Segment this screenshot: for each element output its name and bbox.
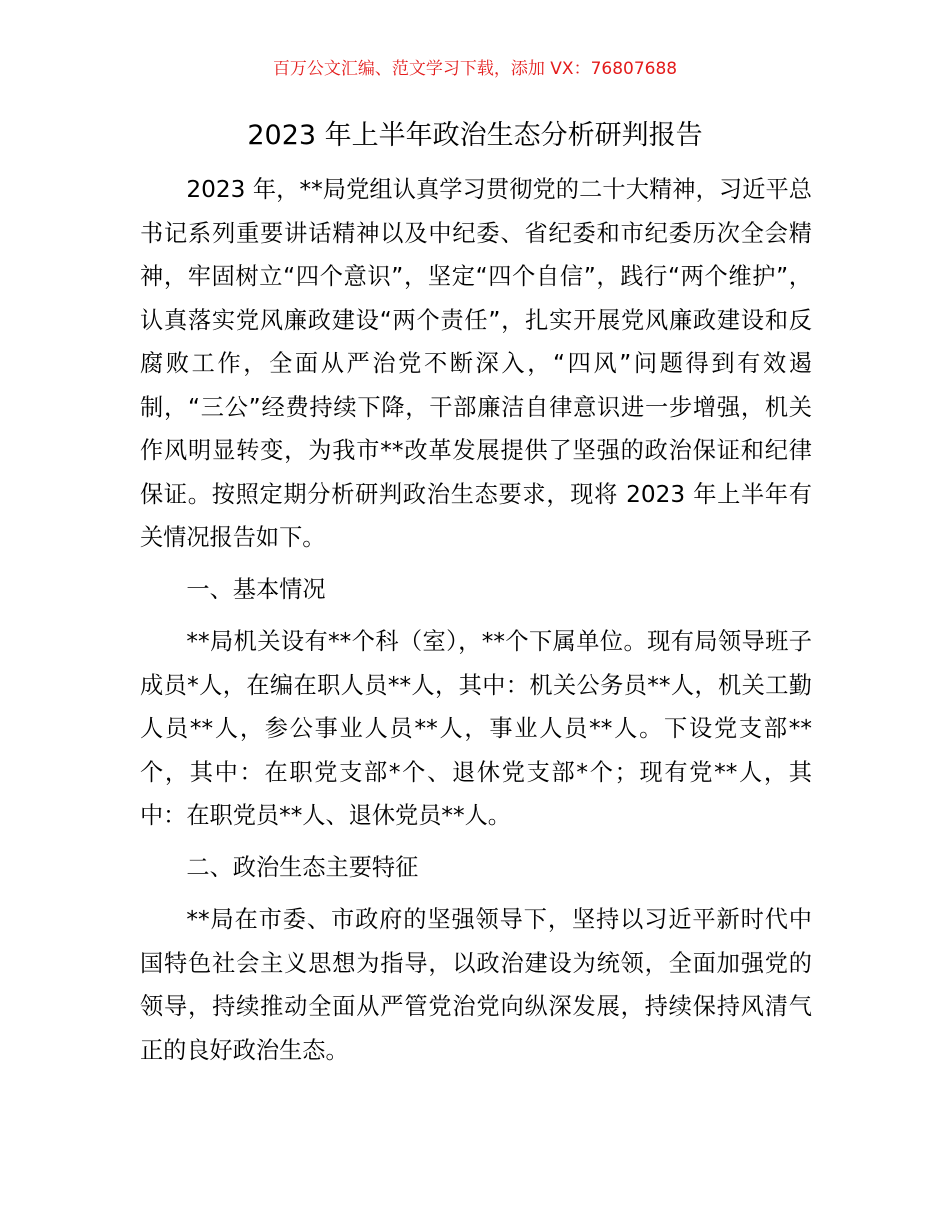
- intro-paragraph: 2023 年，**局党组认真学习贯彻党的二十大精神，习近平总书记系列重要讲话精神以及中纪委、省纪委和市纪委历次全会精神，牢固树立“四个意识”，坚定“四个自信”，践行“两个维护”，认真落实党风廉政建设“两个责任”，扎实开展党风廉政建设和反腐败工作，全面从严治党不断深入，“四风”问题得到有效遏制，“三公”经费持续下降，干部廉洁自律意识进一步增强，机关作风明显转变，为我市**改革发展提供了坚强的政治保证和纪律保证。按照定期分析研判政治生态要求，现将 2023 年上半年有关情况报告如下。: [140, 176, 812, 551]
- document-title: 2023 年上半年政治生态分析研判报告: [247, 120, 703, 151]
- header-banner: 百万公文汇编、范文学习下载，添加 VX：76807688: [272, 59, 678, 79]
- document-body: [140, 168, 812, 1072]
- section-heading-basic-info: 一、基本情况: [186, 575, 326, 603]
- section-body-political-ecology: **局在市委、市政府的坚强领导下，坚持以习近平新时代中国特色社会主义思想为指导，以政治建设为统领，全面加强党的领导，持续推动全面从严管党治党向纵深发展，持续保持风清气正的良好政治生态。: [140, 906, 812, 1064]
- section-heading-political-ecology: 二、政治生态主要特征: [186, 853, 419, 881]
- section-body-basic-info: **局机关设有**个科（室），**个下属单位。现有局领导班子成员*人，在编在职人员**人，其中：机关公务员**人，机关工勤人员**人，参公事业人员**人，事业人员**人。下设党支部**个，其中：在职党支部*个、退休党支部*个；现有党**人，其中：在职党员**人、退休党员**人。: [140, 628, 812, 829]
